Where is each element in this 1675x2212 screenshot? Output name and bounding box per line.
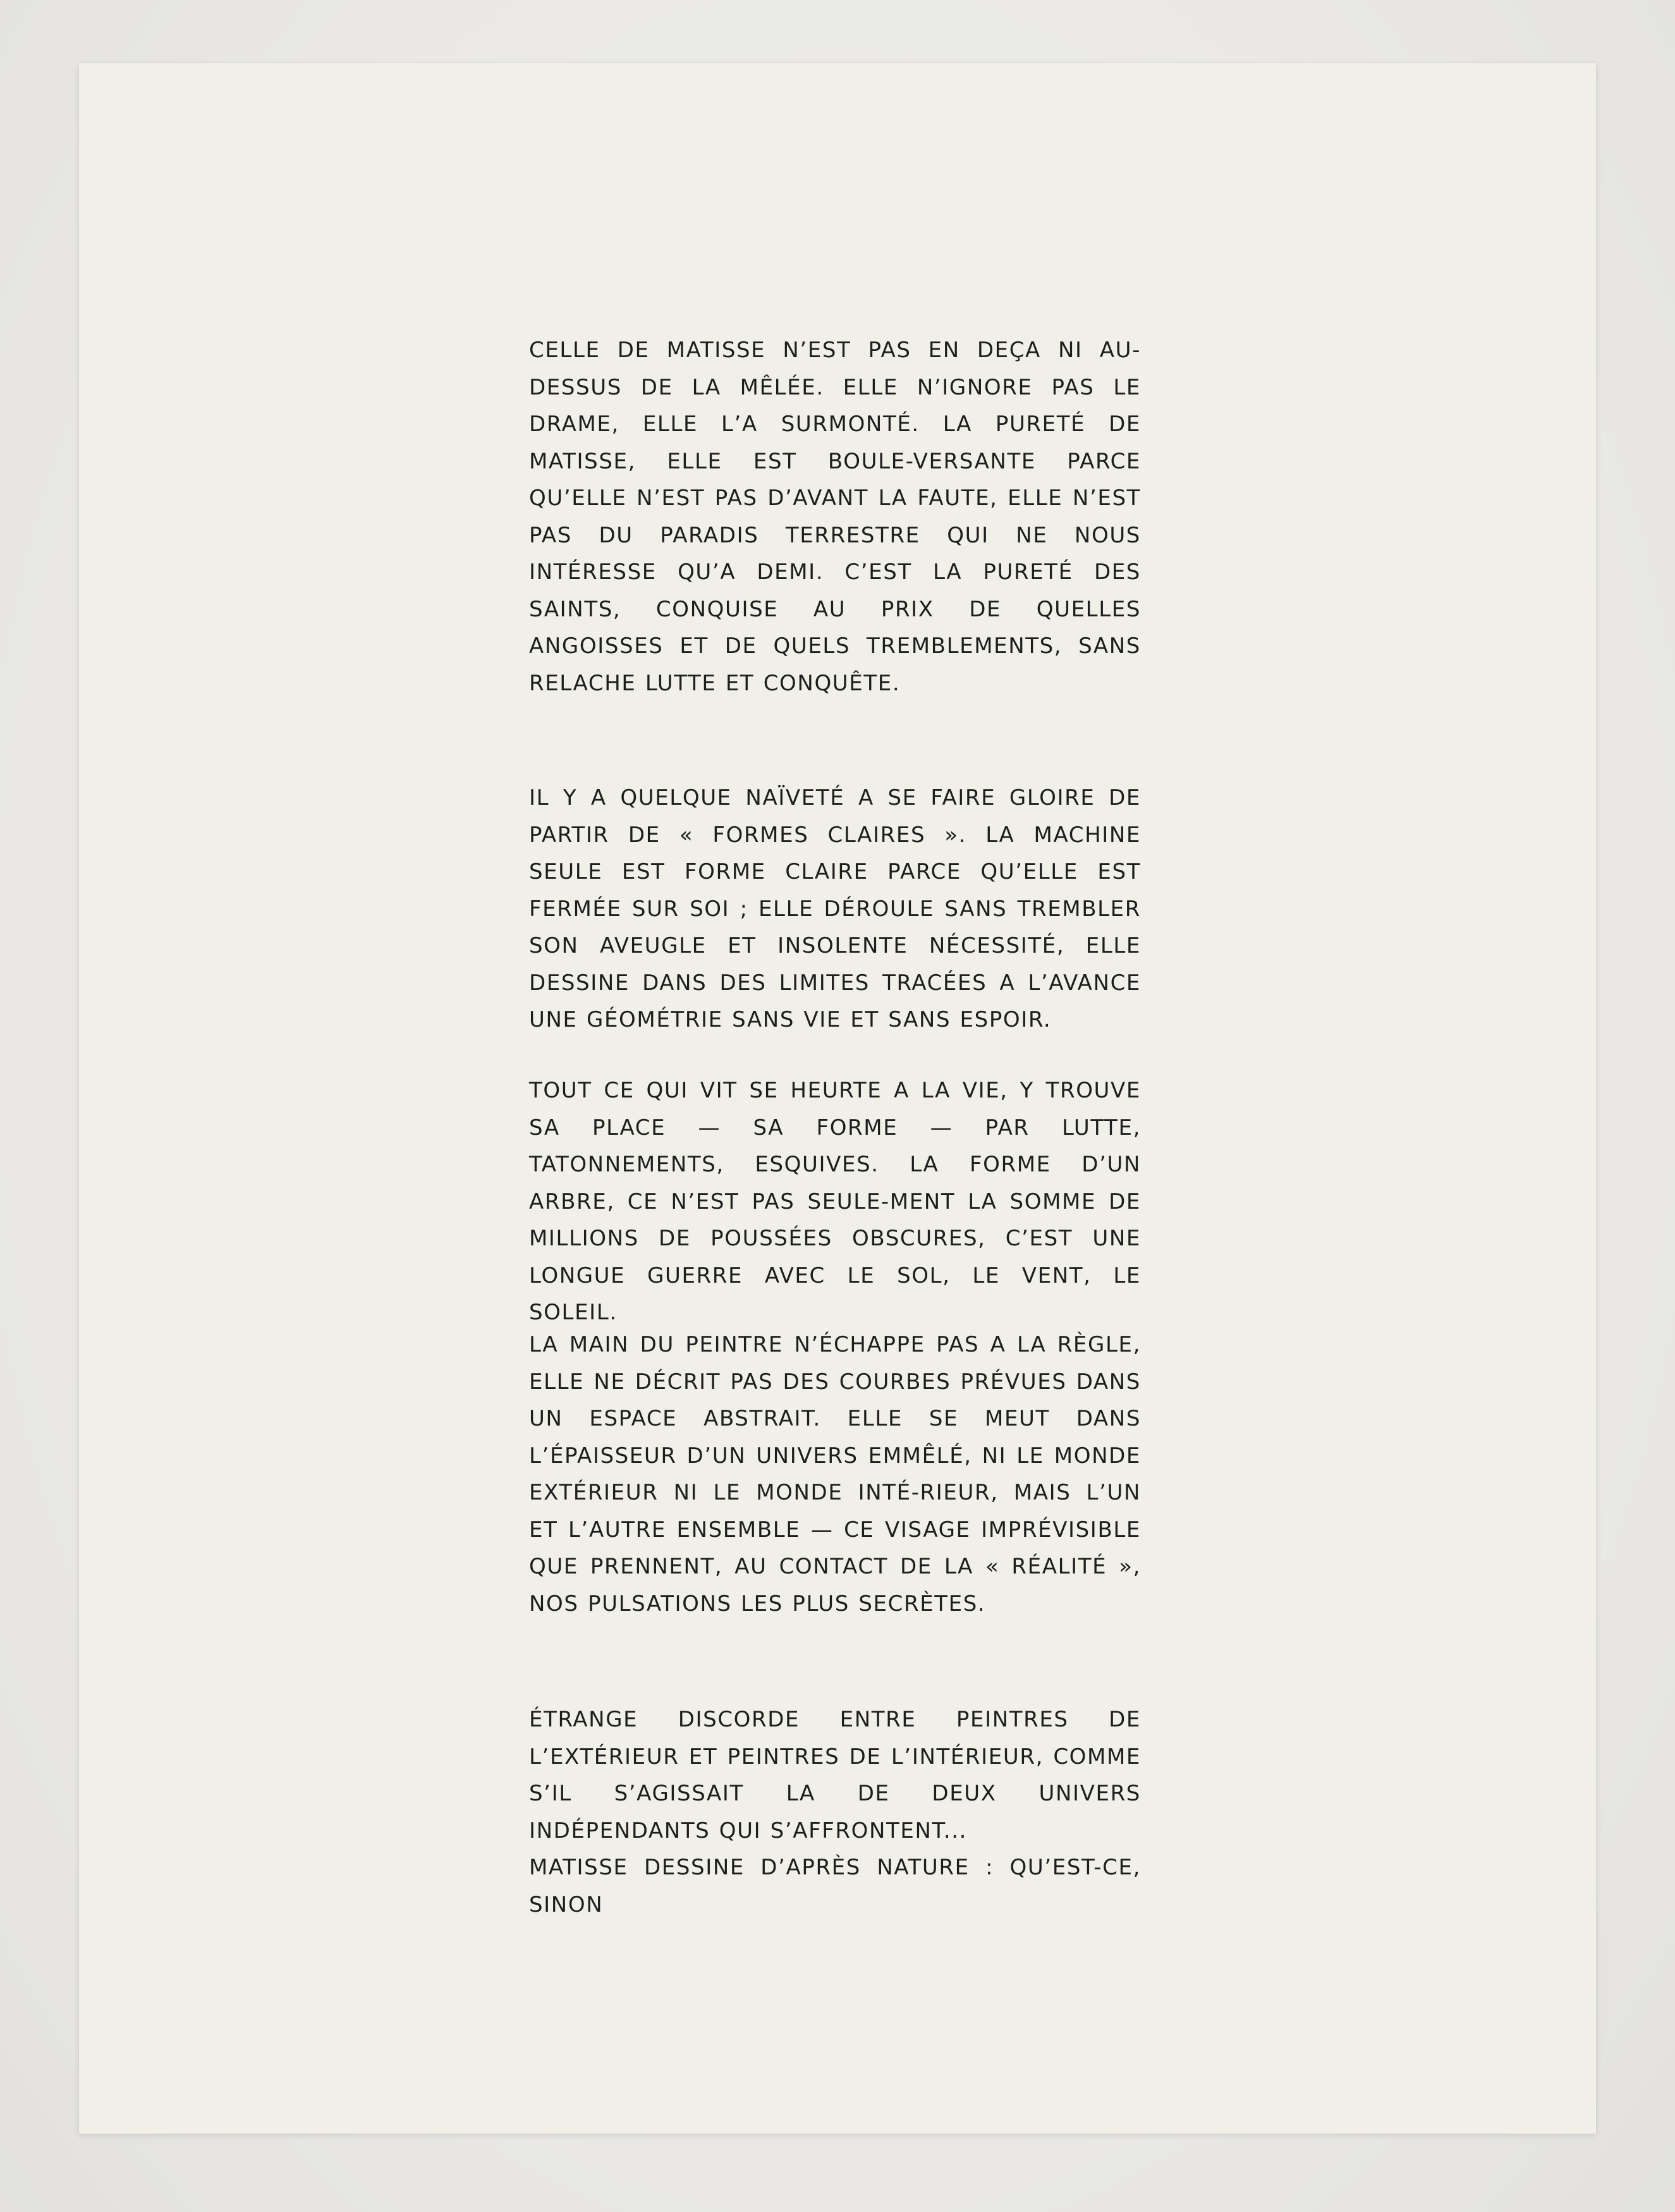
paragraph-strange-discord: ÉTRANGE DISCORDE ENTRE PEINTRES DE L’EXTÉRIEUR ET PEINTRES DE L’INTÉRIEUR, COMME S’IL S’AGISSAIT LA DE DEUX UNIVERS INDÉPENDANTS QUI S’AFFRONTENT... [529, 1707, 1141, 1843]
paragraph-clear-forms: IL Y A QUELQUE NAÏVETÉ A SE FAIRE GLOIRE DE PARTIR DE « FORMES CLAIRES ». LA MACHINE SEULE EST FORME CLAIRE PARCE QU’ELLE EST FERMÉE SUR SOI ; ELLE DÉROULE SANS TREMBLER SON AVEUGLE ET INSOLENTE NÉCESSITÉ, ELLE DESSINE DANS DES LIMITES TRACÉES A L’AVANCE UNE GÉOMÉTRIE SANS VIE ET SANS ESPOIR. [529, 785, 1141, 1032]
paragraph-painters-hand: LA MAIN DU PEINTRE N’ÉCHAPPE PAS A LA RÈGLE, ELLE NE DÉCRIT PAS DES COURBES PRÉVUES DANS UN ESPACE ABSTRAIT. ELLE SE MEUT DANS L’ÉPAISSEUR D’UN UNIVERS EMMÊLÉ, NI LE MONDE EXTÉRIEUR NI LE MONDE INTÉ-RIEUR, MAIS L’UN ET L’AUTRE ENSEMBLE — CE VISAGE IMPRÉVISIBLE QUE PRENNENT, AU CONTACT DE LA « RÉALITÉ », NOS PULSATIONS LES PLUS SECRÈTES. [529, 1332, 1141, 1616]
paper-sheet [79, 63, 1596, 2134]
paragraph-matisse-purity: CELLE DE MATISSE N’EST PAS EN DEÇA NI AU-DESSUS DE LA MÊLÉE. ELLE N’IGNORE PAS LE DRAME, ELLE L’A SURMONTÉ. LA PURETÉ DE MATISSE, ELLE EST BOULE-VERSANTE PARCE QU’ELLE N’EST PAS D’AVANT LA FAUTE, ELLE N’EST PAS DU PARADIS TERRESTRE QUI NE NOUS INTÉRESSE QU’A DEMI. C’EST LA PURETÉ DES SAINTS, CONQUISE AU PRIX DE QUELLES ANGOISSES ET DE QUELS TREMBLEMENTS, SANS RELACHE LUTTE ET CONQUÊTE. [529, 338, 1141, 696]
paragraph-living-things: TOUT CE QUI VIT SE HEURTE A LA VIE, Y TROUVE SA PLACE — SA FORME — PAR LUTTE, TATONNEMENTS, ESQUIVES. LA FORME D’UN ARBRE, CE N’EST PAS SEULE-MENT LA SOMME DE MILLIONS DE POUSSÉES OBSCURES, C’EST UNE LONGUE GUERRE AVEC LE SOL, LE VENT, LE SOLEIL. [529, 1078, 1141, 1325]
paragraph-matisse-draws: MATISSE DESSINE D’APRÈS NATURE : QU’EST-CE, SINON [529, 1855, 1141, 1917]
